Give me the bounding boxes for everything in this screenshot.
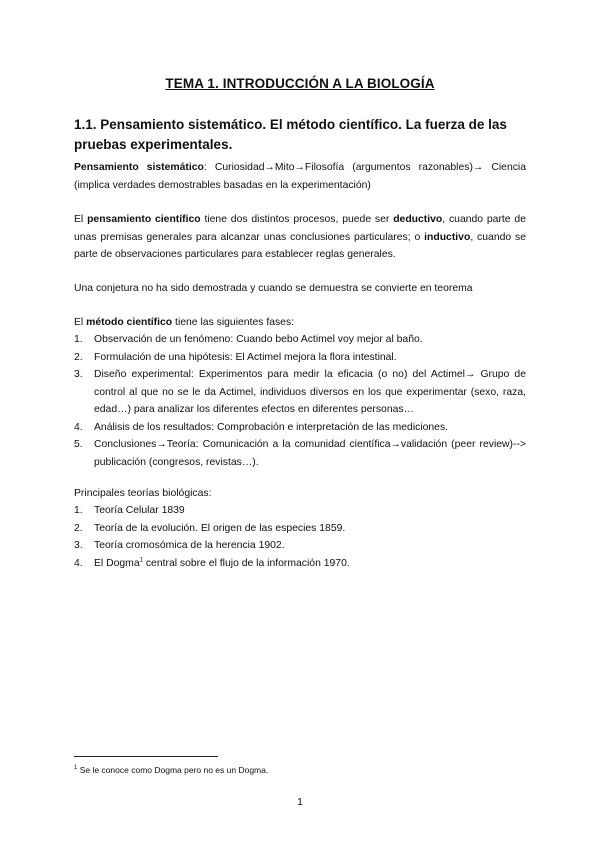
list-item xyxy=(74,520,526,538)
list-item xyxy=(74,555,526,573)
list-number: 2. xyxy=(74,351,83,363)
list-number: 1. xyxy=(74,334,83,345)
list-item-text: Conclusiones→Teoría: Comunicación a la comunidad científica→validación (peer review)--> publicación (congresos, revistas…). xyxy=(94,439,526,468)
list-item-text: Observación de un fenómeno: Cuando bebo Actimel voy mejor al baño. xyxy=(94,334,423,345)
list-item-text: Análisis de los resultados: Comprobación e interpretación de las mediciones. xyxy=(94,421,449,433)
text-run: El xyxy=(74,214,88,225)
text-run: tiene las siguientes fases: xyxy=(172,317,295,328)
text-run: , cuando se parte de observaciones particulares para establecer reglas generales. xyxy=(74,231,526,260)
term-bold: método científico xyxy=(86,317,173,328)
list-item xyxy=(74,419,526,437)
list-number: 3. xyxy=(74,540,83,551)
paragraph-theories-intro: Principales teorías biológicas: xyxy=(74,488,212,499)
page-number: 1 xyxy=(297,797,303,808)
text-run: , cuando parte de unas premisas generales para alcanzar unas conclusiones particulares; o xyxy=(74,214,526,243)
paragraph-method-intro xyxy=(74,314,526,332)
list-number: 5. xyxy=(74,439,83,450)
term-label: Pensamiento sistemático xyxy=(74,162,204,173)
section-heading: 1.1. Pensamiento sistemático. El método científico. La fuerza de las pruebas experimentales. xyxy=(74,117,507,152)
list-item-text: Diseño experimental: Experimentos para medir la eficacia (o no) del Actimel→ Grupo de control al que no se le da Actimel, individuos diversos en los que experimentar (sexo, raza, edad…) para analizar los diferentes efectos en diferentes personas… xyxy=(94,369,526,415)
list-item-text: central sobre el flujo de la información 1970. xyxy=(142,557,350,569)
list-item-text: Teoría Celular 1839 xyxy=(94,505,185,516)
footnote xyxy=(74,764,268,776)
list-number: 2. xyxy=(74,522,83,534)
list-item xyxy=(74,349,526,367)
page-title: TEMA 1. INTRODUCCIÓN A LA BIOLOGÍA xyxy=(165,76,435,91)
list-item-text: Formulación de una hipótesis: El Actimel mejora la flora intestinal. xyxy=(94,351,397,363)
list-item-text: Teoría cromosómica de la herencia 1902. xyxy=(94,540,285,551)
text-run: tiene dos distintos procesos, puede ser xyxy=(200,214,394,225)
list-number: 4. xyxy=(74,421,83,433)
list-number: 1. xyxy=(74,505,83,516)
list-number: 4. xyxy=(74,557,83,569)
theories-list xyxy=(74,502,526,572)
list-item xyxy=(74,436,526,471)
list-item-text: El Dogma xyxy=(94,557,140,569)
paragraph-conjecture: Una conjetura no ha sido demostrada y cuando se demuestra se convierte en teorema xyxy=(74,283,473,294)
term-bold: deductivo xyxy=(393,214,443,225)
text-run: El xyxy=(74,317,87,328)
list-number: 3. xyxy=(74,369,83,380)
list-item-text: Teoría de la evolución. El origen de las especies 1859. xyxy=(94,522,346,534)
paragraph-systematic-thinking xyxy=(74,159,526,194)
term-bold: pensamiento científico xyxy=(87,214,201,225)
footnote-text: Se le conoce como Dogma pero no es un Dogma. xyxy=(77,765,269,775)
list-item xyxy=(74,502,526,520)
list-item xyxy=(74,366,526,419)
list-item xyxy=(74,537,526,555)
paragraph-scientific-thinking xyxy=(74,211,526,264)
paragraph-text: : Curiosidad→Mito→Filosofía (argumentos razonables)→ Ciencia (implica verdades demostrables basadas en la experimentación) xyxy=(74,162,527,191)
footnote-divider xyxy=(74,756,218,757)
list-item xyxy=(74,331,526,349)
term-bold: inductivo xyxy=(424,231,471,243)
method-phases-list xyxy=(74,331,526,471)
footnote-mark: 1 xyxy=(74,765,78,772)
footnote-reference[interactable]: 1 xyxy=(139,557,143,564)
